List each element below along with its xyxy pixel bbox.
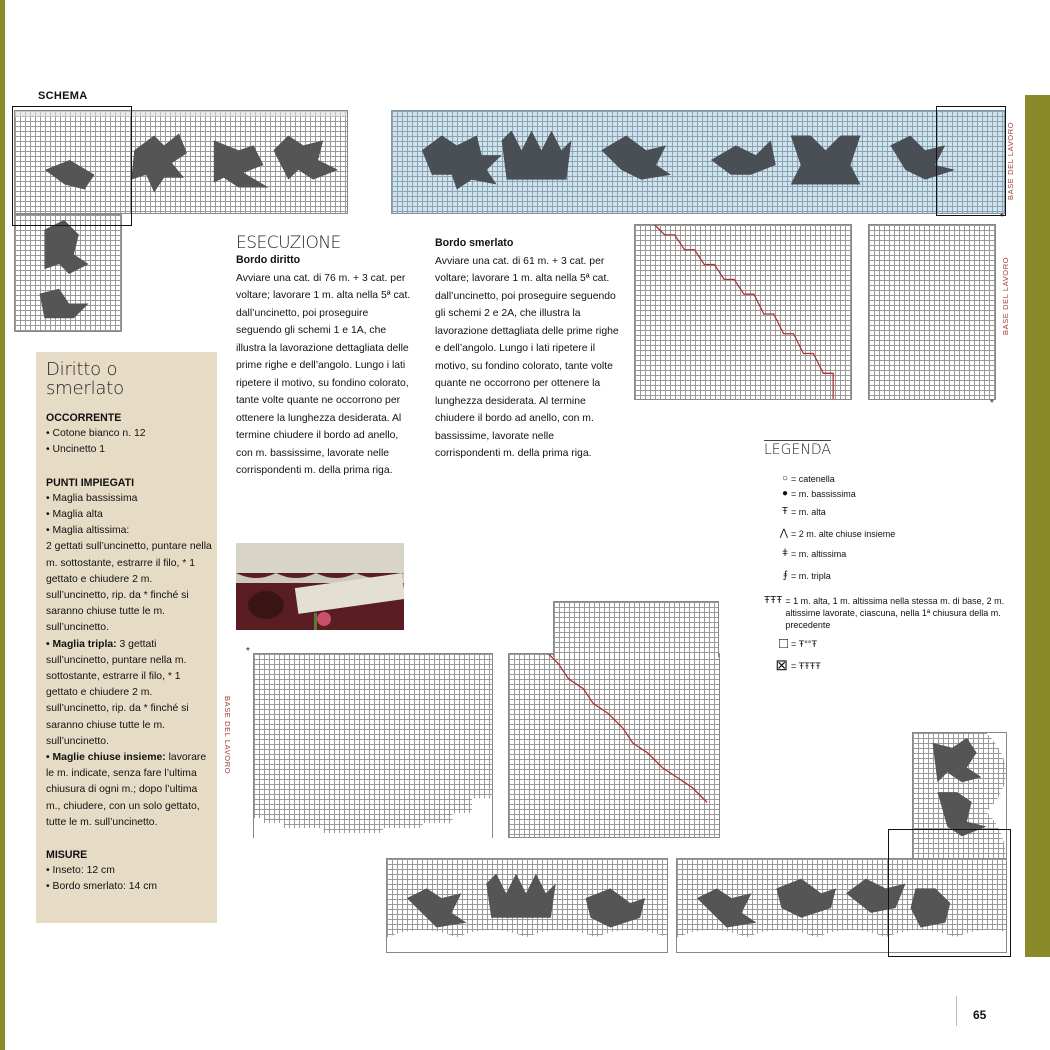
gruppo-icon: ŦŦŦ — [764, 595, 783, 606]
punti-item: • Maglia altissima: — [46, 525, 130, 537]
detail-frame-blue — [936, 106, 1006, 216]
detail-chart-2a-mid-steps — [509, 654, 719, 837]
tripla-description — [46, 637, 214, 750]
detail-chart-2a-mid — [508, 653, 720, 838]
chart-straight-blue — [391, 110, 1005, 214]
empty-square-icon: □ — [778, 635, 788, 652]
legend-alta — [764, 506, 826, 518]
bordo-diritto-column — [236, 252, 414, 480]
punti-heading: PUNTI IMPIEGATI — [46, 476, 135, 489]
alta-icon: Ŧ — [781, 506, 788, 517]
occorrente-heading: OCCORRENTE — [46, 412, 122, 424]
legend-label: = m. tripla — [791, 571, 831, 581]
bordo-diritto-text: Avviare una cat. di 76 m. + 3 cat. per voltare; lavorare 1 m. alta nella 5ª cat. dall’uncinetto, poi proseguire seguendo gli schemi 1 e 1A, che illustra la lavorazione dettagliata delle prime righe e dell’angolo. Lungo i lati ripetere il motivo, su fondino colorato, tante volte quante ne occorrono per ottenere la lunghezza desiderata. Al termine chiudere il bordo ad anello, con m. bassissime, lavorate nelle corrispondenti m. della prima riga. — [236, 272, 411, 476]
legend-label: = m. altissima — [791, 549, 847, 559]
page-number: 65 — [973, 1008, 987, 1022]
legend-quadretto-vuoto — [764, 635, 817, 652]
legend-alte-chiuse — [764, 528, 895, 540]
detail-chart-1a-left — [634, 224, 852, 400]
detail-chart-2a-left — [253, 653, 493, 838]
alte-chiuse-icon: ⋀ — [779, 528, 788, 539]
altissima-icon: ǂ — [782, 548, 788, 559]
tripla-label: • Maglia tripla: — [46, 638, 117, 650]
misure-item: • Bordo smerlato: 14 cm — [46, 881, 158, 893]
side-label-3: BASE DEL LAVORO — [223, 696, 232, 775]
misure-item: • Inseto: 12 cm — [46, 865, 115, 877]
bordo-smerlato-heading: Bordo smerlato — [435, 237, 514, 249]
legend-label: = 2 m. alte chiuse insieme — [791, 529, 896, 539]
bordo-smerlato-column — [435, 235, 620, 463]
legenda-title: LEGENDA — [764, 442, 831, 458]
side-label-2: BASE DEL LAVORO — [1001, 256, 1010, 335]
side-label-1: BASE DEL LAVORO — [1006, 121, 1015, 200]
legend-label: = m. alta — [791, 507, 826, 517]
detail-chart-1a-right — [868, 224, 996, 400]
materials-sidebar — [36, 352, 217, 923]
bordo-diritto-heading: Bordo diritto — [236, 254, 301, 266]
altissima-description: 2 gettati sull’uncinetto, puntare nella m. sottostante, estrarre il filo, * 1 gettato e chiudere 2 m. sull’uncinetto, rip. da * finché si saranno chiuse tutte le m. sull’uncinetto. — [46, 541, 212, 634]
crossed-square-icon: ⊠ — [775, 657, 788, 674]
legend-tripla — [764, 570, 831, 582]
lace-photo-image — [236, 543, 404, 630]
occorrente-item: • Cotone bianco n. 12 — [46, 428, 146, 440]
sidebar-title-line2: smerlato — [46, 378, 124, 399]
catenella-icon: ○ — [781, 473, 788, 484]
misure-heading: MISURE — [46, 849, 88, 862]
legend-label: = ŦŦŦŦ — [791, 661, 821, 671]
detail-frame-1a — [12, 106, 132, 226]
chart-straight-side — [14, 214, 122, 332]
chart-straight-side-motif — [15, 215, 121, 331]
legend-bassissima — [764, 488, 856, 500]
detail-frame-2a — [888, 829, 1011, 957]
start-mark-2: * — [990, 398, 994, 409]
right-chapter-tab — [1025, 95, 1050, 957]
chart-scallop-bottom-left-motif — [387, 859, 667, 952]
sidebar-body — [46, 410, 214, 896]
detail-chart-1a-left-steps — [635, 225, 851, 399]
schema-title: SCHEMA — [38, 90, 88, 102]
punti-item: • Maglia alta — [46, 509, 103, 521]
detail-chart-2a-mid-top — [553, 601, 719, 657]
chart-straight-blue-motif — [392, 111, 1004, 213]
legend-quadretto-pieno — [764, 657, 821, 674]
bassissima-icon: ● — [781, 488, 788, 499]
legend-gruppo — [764, 595, 1022, 631]
chiuse-label: • Maglie chiuse insieme: — [46, 752, 166, 764]
sidebar-title — [46, 360, 124, 398]
legend-label: = m. bassissima — [791, 489, 856, 499]
esecuzione-title: ESECUZIONE — [236, 233, 341, 253]
legend-label: = Ŧ°°Ŧ — [791, 639, 817, 649]
occorrente-item: • Uncinetto 1 — [46, 444, 106, 456]
sidebar-title-line1: Diritto o — [46, 359, 118, 380]
punti-item: • Maglia bassissima — [46, 492, 138, 504]
legend-label: = catenella — [791, 474, 835, 484]
tripla-icon: ⨎ — [782, 570, 788, 581]
bordo-smerlato-text: Avviare una cat. di 61 m. + 3 cat. per voltare; lavorare 1 m. alta nella 5ª cat. dall’uncinetto, poi proseguire seguendo gli schemi 2 e 2A, che illustra la lavorazione dettagliata delle prime righe e dell’angolo. Lungo i lati ripetere il motivo, su fondino colorato, tante volte quante ne occorrono per ottenere la lunghezza desiderata. Al termine chiudere il bordo ad anello, con m. bassissime, lavorate nelle corrispondenti m. della prima riga. — [435, 255, 619, 459]
legend-catenella — [764, 473, 835, 485]
start-mark: * — [1000, 212, 1004, 223]
legend-altissima — [764, 548, 846, 560]
page-divider — [956, 996, 957, 1026]
tripla-text: 3 gettati sull’uncinetto, puntare nella m. sottostante, estrarre il filo, * 1 gettato e chiudere 2 m. sull’uncinetto, rip. da * finché si saranno chiuse tutte le m. sull’uncinetto. — [46, 638, 189, 747]
chart-scallop-bottom-left — [386, 858, 668, 953]
left-accent-bar — [0, 0, 5, 1050]
start-mark-3: * — [246, 646, 250, 657]
lace-photo — [236, 543, 404, 630]
chiuse-text: lavorare le m. indicate, senza fare l’ultima chiusura di ogni m.; dopo l’ultima m., chiudere, con un solo gettato, tutte le m. sull’uncinetto. — [46, 752, 207, 828]
chiuse-description — [46, 750, 214, 831]
detail-chart-2a-left-edge — [254, 654, 492, 838]
legend-label: = 1 m. alta, 1 m. altissima nella stessa m. di base, 2 m. altissime lavorate, ciascuna, nella 1ª chiusura della m. precedente — [785, 596, 1005, 630]
